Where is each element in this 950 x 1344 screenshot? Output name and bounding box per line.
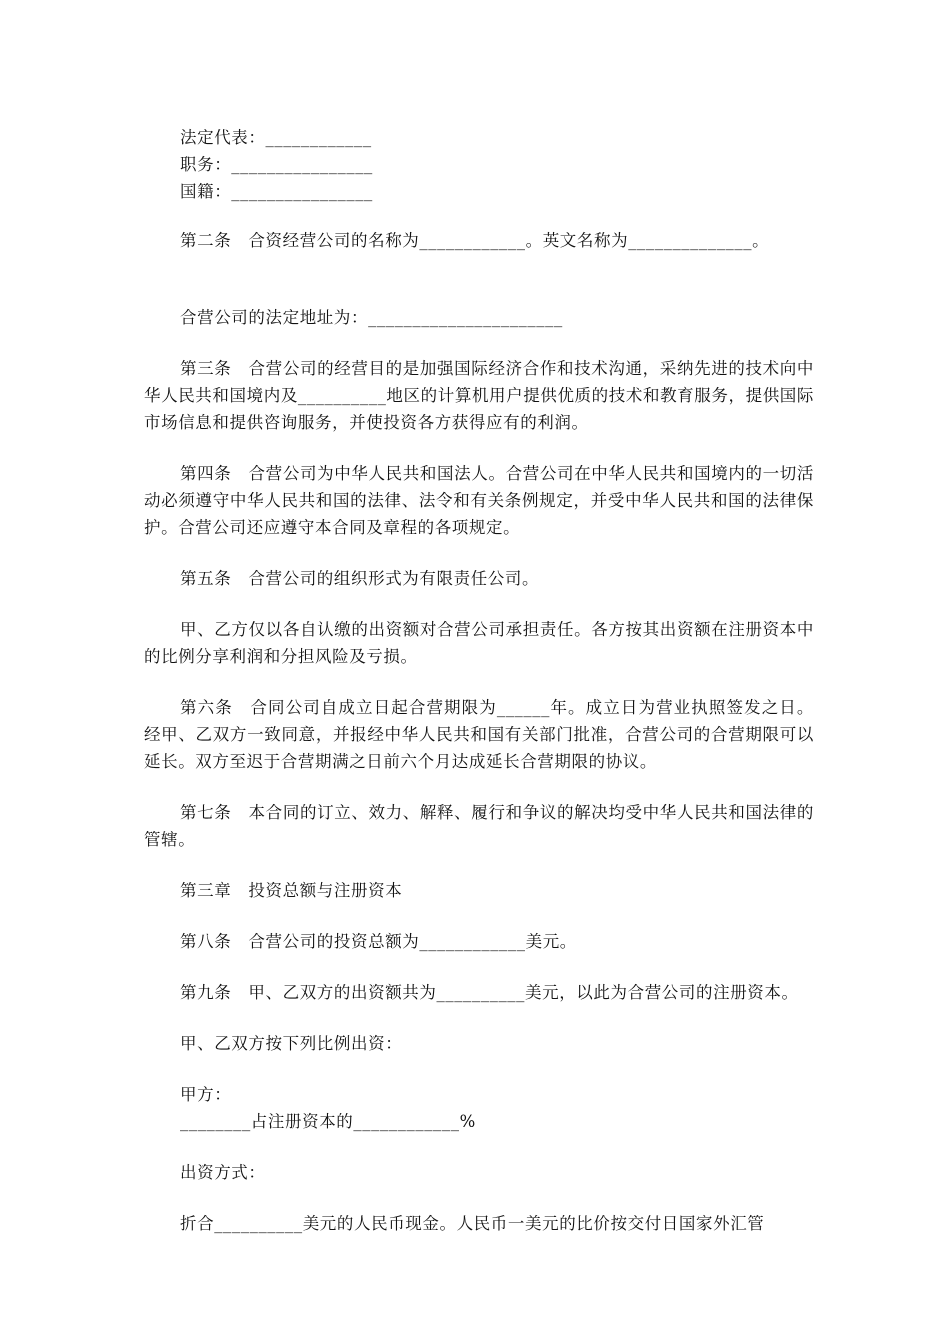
- legal-representative-line: 法定代表：____________: [180, 128, 372, 147]
- cash-contribution-paragraph: 折合__________美元的人民币现金。人民币一美元的比价按交付日国家外汇管: [180, 1214, 765, 1233]
- nationality-line: 国籍：________________: [180, 182, 373, 201]
- contribution-ratio-intro: 甲、乙双方按下列比例出资：: [180, 1034, 403, 1053]
- party-a-share: ________占注册资本的____________%: [180, 1112, 476, 1131]
- contribution-method-label: 出资方式：: [180, 1163, 266, 1182]
- liability-paragraph: 甲、乙方仅以各自认缴的出资额对合营公司承担责任。各方按其出资额在注册资本中的比例分享利润和分担风险及亏损。: [144, 620, 814, 666]
- position-line: 职务：________________: [180, 155, 373, 174]
- article-2: 第二条 合资经营公司的名称为____________。英文名称为______________。: [180, 231, 770, 250]
- article-5: 第五条 合营公司的组织形式为有限责任公司。: [180, 569, 540, 588]
- article-7: 第七条 本合同的订立、效力、解释、履行和争议的解决均受中华人民共和国法律的管辖。: [144, 803, 814, 849]
- article-9: 第九条 甲、乙双方的出资额共为__________美元，以此为合营公司的注册资本。: [180, 983, 799, 1002]
- legal-address: 合营公司的法定地址为：______________________: [180, 308, 563, 327]
- contract-body: [144, 124, 814, 1237]
- article-3: 第三条 合营公司的经营目的是加强国际经济合作和技术沟通，采纳先进的技术向中华人民共和国境内及__________地区的计算机用户提供优质的技术和教育服务，提供国际市场信息和提供咨询服务，并使投资各方获得应有的利润。: [144, 359, 814, 432]
- article-6: 第六条 合同公司自成立日起合营期限为______年。成立日为营业执照签发之日。经甲、乙双方一致同意，并报经中华人民共和国有关部门批准，合营公司的合营期限可以延长。双方至迟于合营期满之日前六个月达成延长合营期限的协议。: [144, 698, 814, 771]
- chapter-3-heading: 第三章 投资总额与注册资本: [180, 881, 403, 900]
- article-8: 第八条 合营公司的投资总额为____________美元。: [180, 932, 577, 951]
- party-a-label: 甲方：: [180, 1085, 232, 1104]
- article-4: 第四条 合营公司为中华人民共和国法人。合营公司在中华人民共和国境内的一切活动必须遵守中华人民共和国的法律、法令和有关条例规定，并受中华人民共和国的法律保护。合营公司还应遵守本合同及章程的各项规定。: [144, 464, 814, 537]
